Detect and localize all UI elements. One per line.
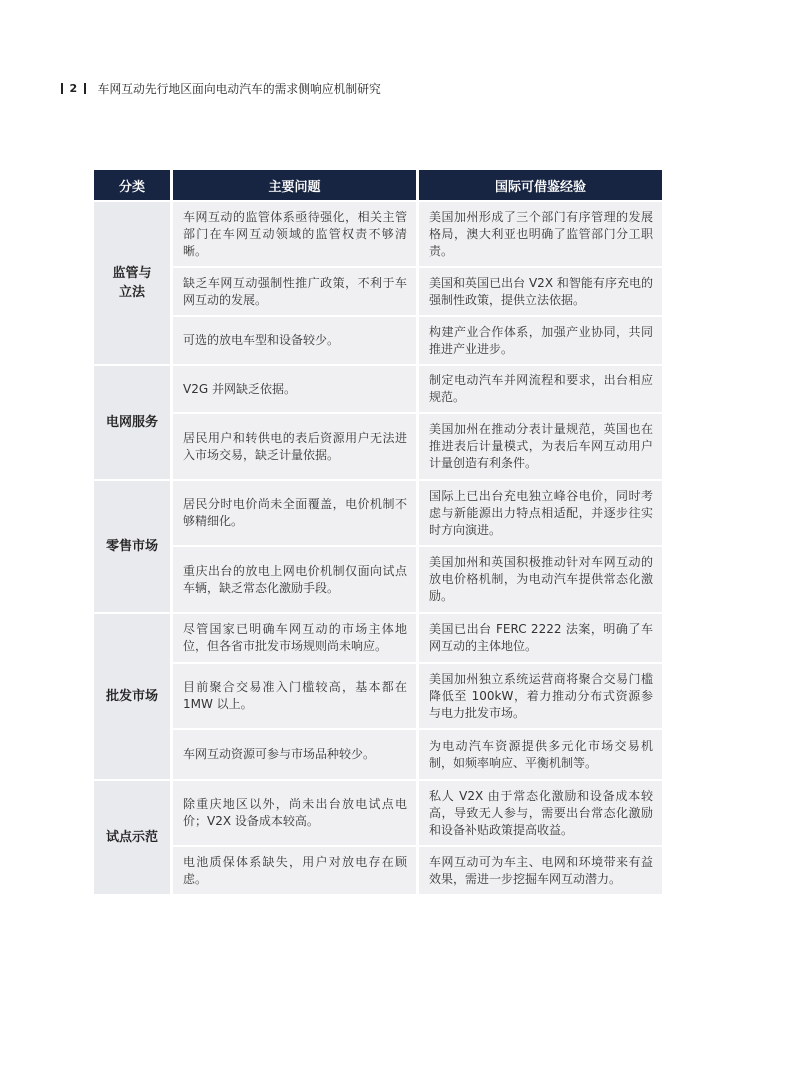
column-header-category: 分类	[94, 170, 170, 200]
experience-cell: 车网互动可为车主、电网和环境带来有益效果，需进一步挖掘车网互动潜力。	[419, 847, 662, 894]
table-row	[94, 664, 662, 728]
table-row	[94, 614, 662, 662]
issue-cell: 缺乏车网互动强制性推广政策，不利于车网互动的发展。	[173, 268, 416, 315]
comparison-table	[91, 168, 665, 896]
table-row	[94, 781, 662, 845]
table-header-row	[94, 170, 662, 200]
table-row	[94, 547, 662, 612]
category-cell: 电网服务	[94, 366, 170, 479]
experience-cell: 私人 V2X 由于常态化激励和设备成本较高，导致无人参与，需要出台常态化激励和设备补贴政策提高收益。	[419, 781, 662, 845]
table-row	[94, 481, 662, 545]
column-header-issue: 主要问题	[173, 170, 416, 200]
experience-cell: 美国已出台 FERC 2222 法案，明确了车网互动的主体地位。	[419, 614, 662, 662]
issue-cell: 尽管国家已明确车网互动的市场主体地位，但各省市批发市场规则尚未响应。	[173, 614, 416, 662]
experience-cell: 国际上已出台充电独立峰谷电价，同时考虑与新能源出力特点相适配，并逐步往实时方向演进。	[419, 481, 662, 545]
issue-cell: 车网互动资源可参与市场品种较少。	[173, 730, 416, 779]
issue-cell: V2G 并网缺乏依据。	[173, 366, 416, 412]
issue-cell: 除重庆地区以外，尚未出台放电试点电价；V2X 设备成本较高。	[173, 781, 416, 845]
table-row	[94, 366, 662, 412]
issue-cell: 可选的放电车型和设备较少。	[173, 317, 416, 364]
experience-cell: 为电动汽车资源提供多元化市场交易机制，如频率响应、平衡机制等。	[419, 730, 662, 779]
table-row	[94, 847, 662, 894]
running-header	[61, 80, 381, 96]
table-row	[94, 202, 662, 266]
experience-cell: 美国加州形成了三个部门有序管理的发展格局，澳大利亚也明确了监管部门分工职责。	[419, 202, 662, 266]
experience-cell: 美国加州独立系统运营商将聚合交易门槛降低至 100kW，着力推动分布式资源参与电力批发市场。	[419, 664, 662, 728]
column-header-experience: 国际可借鉴经验	[419, 170, 662, 200]
category-cell: 批发市场	[94, 614, 170, 779]
experience-cell: 美国和英国已出台 V2X 和智能有序充电的强制性政策，提供立法依据。	[419, 268, 662, 315]
document-title: 车网互动先行地区面向电动汽车的需求侧响应机制研究	[97, 81, 381, 96]
separator-bar	[61, 83, 63, 94]
page-number: 2	[69, 81, 78, 95]
experience-cell: 美国加州和英国积极推动针对车网互动的放电价格机制，为电动汽车提供常态化激励。	[419, 547, 662, 612]
experience-cell: 制定电动汽车并网流程和要求，出台相应规范。	[419, 366, 662, 412]
table-row	[94, 414, 662, 479]
experience-cell: 美国加州在推动分表计量规范，英国也在推进表后计量模式，为表后车网互动用户计量创造有利条件。	[419, 414, 662, 479]
page-number-box	[61, 82, 86, 95]
category-cell: 监管与 立法	[94, 202, 170, 364]
issue-cell: 目前聚合交易准入门槛较高，基本都在 1MW 以上。	[173, 664, 416, 728]
category-cell: 零售市场	[94, 481, 170, 612]
issue-cell: 电池质保体系缺失，用户对放电存在顾虑。	[173, 847, 416, 894]
table-row	[94, 268, 662, 315]
issue-cell: 居民分时电价尚未全面覆盖，电价机制不够精细化。	[173, 481, 416, 545]
issue-cell: 重庆出台的放电上网电价机制仅面向试点车辆，缺乏常态化激励手段。	[173, 547, 416, 612]
table-row	[94, 730, 662, 779]
issue-cell: 居民用户和转供电的表后资源用户无法进入市场交易，缺乏计量依据。	[173, 414, 416, 479]
issue-cell: 车网互动的监管体系亟待强化，相关主管部门在车网互动领域的监管权责不够清晰。	[173, 202, 416, 266]
separator-bar	[84, 83, 86, 94]
category-cell: 试点示范	[94, 781, 170, 894]
experience-cell: 构建产业合作体系，加强产业协同，共同推进产业进步。	[419, 317, 662, 364]
table-row	[94, 317, 662, 364]
